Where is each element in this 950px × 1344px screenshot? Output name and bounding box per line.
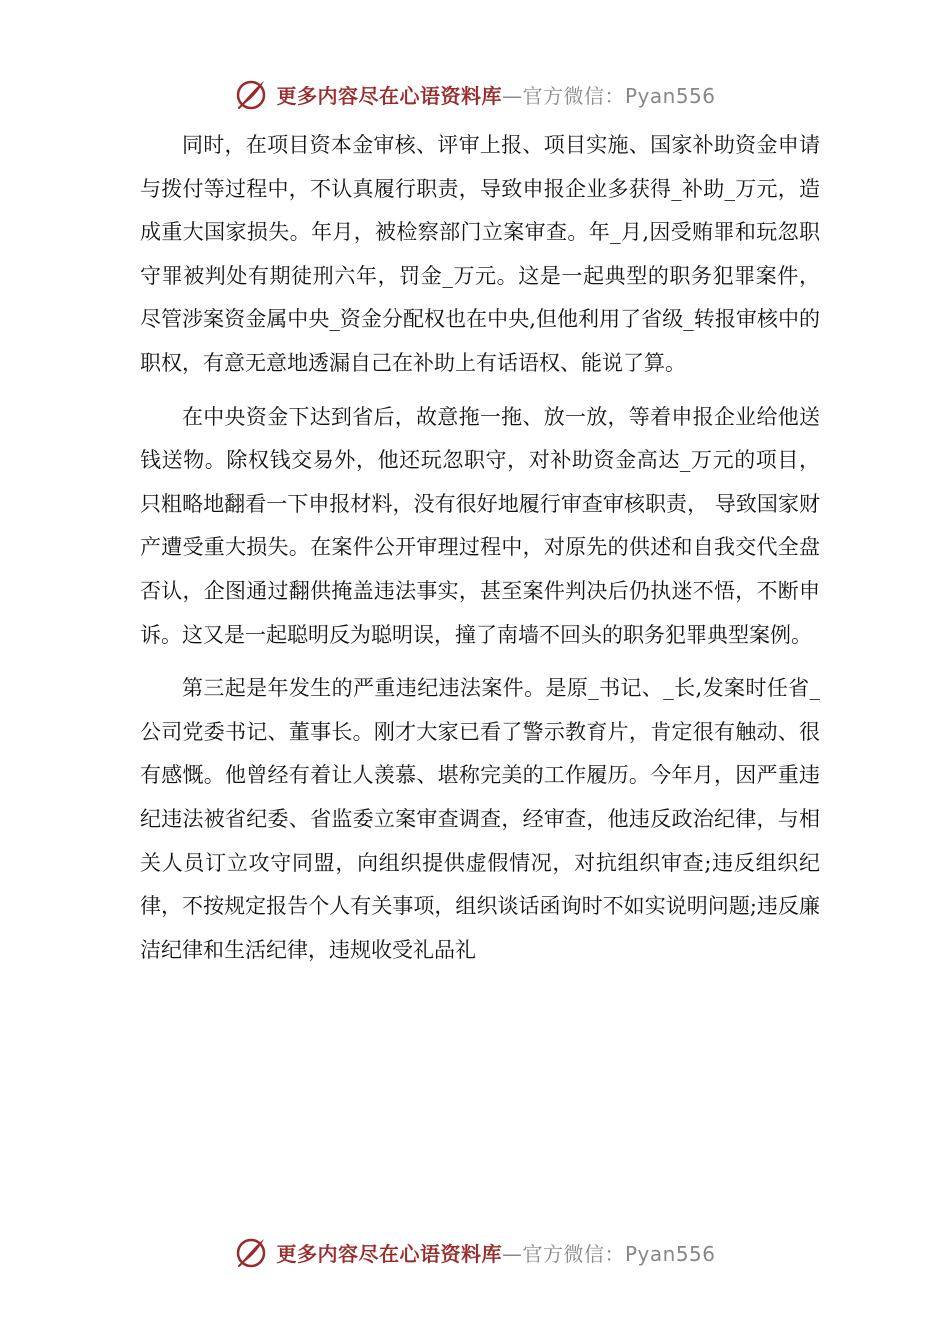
paragraph-1: 同时，在项目资本金审核、评审上报、项目实施、国家补助资金申请与拨付等过程中，不认真履行职责，导致申报企业多获得_补助_万元，造成重大国家损失。年月，被检察部门立案审查。年_月,因受贿罪和玩忽职守罪被判处有期徒刑六年，罚金_万元。这是一起典型的职务犯罪案件，尽管涉案资金属中央_资金分配权也在中央,但他利用了省级_转报审核中的职权，有意无意地透漏自己在补助上有话语权、能说了算。: [140, 133, 820, 375]
header-brand-text: 更多内容尽在心语资料库: [276, 83, 502, 108]
paragraph-3: 第三起是年发生的严重违纪违法案件。是原_书记、_长,发案时任省_公司党委书记、董事长。刚才大家已看了警示教育片，肯定很有触动、很有感慨。他曾经有着让人羡慕、堪称完美的工作履历。今年月，因严重违纪违法被省纪委、省监委立案审查调查，经审查，他违反政治纪律，与相关人员订立攻守同盟，向组织提供虚假情况，对抗组织审查;违反组织纪律，不按规定报告个人有关事项，组织谈话函询时不如实说明问题;违反廉洁纪律和生活纪律，违规收受礼品礼: [140, 676, 820, 962]
footer-channel-label: 官方微信：: [522, 1241, 625, 1266]
header-separator: —: [501, 83, 523, 108]
document-body: [140, 124, 820, 982]
paragraph-2: 在中央资金下达到省后，故意拖一拖、放一放，等着申报企业给他送钱送物。除权钱交易外，他还玩忽职守，对补助资金高达_万元的项目，只粗略地翻看一下申报材料，没有很好地履行审查审核职责， 导致国家财产遭受重大损失。在案件公开审理过程中，对原先的供述和自我交代全盘否认，企图通过翻供掩盖违法事实，甚至案件判决后仍执迷不悟，不断申诉。这又是一起聪明反为聪明误，撞了南墙不回头的职务犯罪典型案例。: [140, 404, 820, 647]
header-watermark-text: [276, 80, 715, 109]
header-wechat-id: Pyan556: [624, 83, 716, 108]
header-channel-label: 官方微信：: [522, 83, 625, 108]
footer-separator: —: [501, 1241, 523, 1266]
header-watermark: [0, 74, 950, 114]
footer-wechat-id: Pyan556: [624, 1241, 716, 1266]
footer-watermark: [0, 1232, 950, 1272]
footer-watermark-text: [276, 1238, 715, 1267]
quill-pen-logo-icon: [234, 77, 268, 111]
footer-brand-text: 更多内容尽在心语资料库: [276, 1241, 502, 1266]
quill-pen-logo-icon: [234, 1235, 268, 1269]
